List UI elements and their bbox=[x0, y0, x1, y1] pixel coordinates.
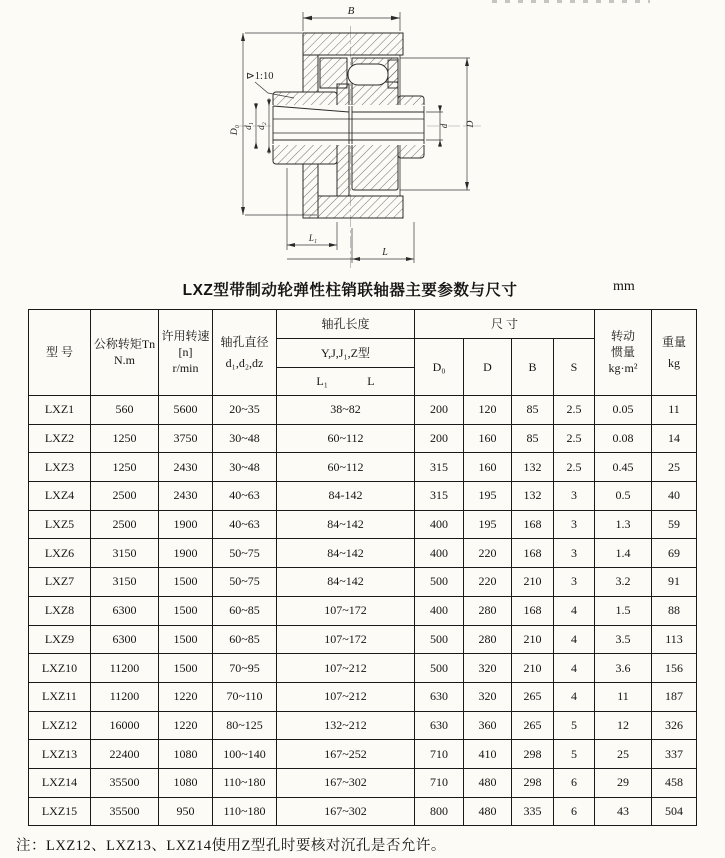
spec-cell: 1500 bbox=[159, 568, 213, 597]
spec-cell: 3.5 bbox=[595, 625, 652, 654]
spec-cell: 320 bbox=[464, 654, 512, 683]
speed-line1: 许用转速 bbox=[161, 329, 210, 343]
dim-label-L1: L₁ bbox=[308, 233, 318, 243]
taper-label: ⊳1:10 bbox=[246, 71, 274, 82]
spec-cell: 400 bbox=[415, 596, 464, 625]
col-header-B: B bbox=[512, 339, 554, 396]
spec-cell: 1900 bbox=[159, 510, 213, 539]
spec-cell: 168 bbox=[512, 539, 554, 568]
spec-cell: 210 bbox=[512, 654, 554, 683]
spec-cell: 88 bbox=[652, 596, 697, 625]
pin-collar bbox=[388, 60, 398, 88]
spec-row bbox=[29, 568, 697, 597]
spec-cell: 195 bbox=[464, 482, 512, 511]
spec-row bbox=[29, 768, 697, 797]
page-title: LXZ型带制动轮弹性柱销联轴器主要参数与尺寸 bbox=[182, 282, 518, 299]
spec-cell: LXZ9 bbox=[29, 625, 91, 654]
dim-label-D0: D₀ bbox=[230, 124, 240, 136]
spec-cell: 315 bbox=[415, 482, 464, 511]
spec-cell: 132 bbox=[512, 482, 554, 511]
spec-cell: 40~63 bbox=[213, 510, 277, 539]
spec-cell: 107~172 bbox=[277, 625, 415, 654]
spec-cell: 220 bbox=[464, 568, 512, 597]
spec-cell: 6300 bbox=[91, 625, 159, 654]
spec-cell: 0.05 bbox=[595, 396, 652, 425]
spec-cell: LXZ13 bbox=[29, 740, 91, 769]
spec-cell: 1250 bbox=[91, 453, 159, 482]
bore-dia-line2: d₁,d₂,dz bbox=[225, 355, 264, 370]
spec-cell: 630 bbox=[415, 711, 464, 740]
spec-cell: 3 bbox=[554, 482, 595, 511]
spec-cell: 3150 bbox=[91, 568, 159, 597]
spec-cell: 38~82 bbox=[277, 396, 415, 425]
spec-cell: 14 bbox=[652, 424, 697, 453]
spec-cell: 12 bbox=[595, 711, 652, 740]
spec-cell: 3 bbox=[554, 539, 595, 568]
spec-cell: 160 bbox=[464, 453, 512, 482]
spec-cell: 60~112 bbox=[277, 453, 415, 482]
col-header-model: 型 号 bbox=[29, 310, 91, 396]
spec-cell: 91 bbox=[652, 568, 697, 597]
spec-cell: 504 bbox=[652, 797, 697, 826]
spec-cell: 168 bbox=[512, 510, 554, 539]
col-header-D: D bbox=[464, 339, 512, 396]
spec-cell: 113 bbox=[652, 625, 697, 654]
spec-cell: 30~48 bbox=[213, 424, 277, 453]
spec-cell: 2.5 bbox=[554, 453, 595, 482]
spec-cell: 40~63 bbox=[213, 482, 277, 511]
col-header-bore-length: 轴孔长度 bbox=[277, 310, 415, 339]
spec-cell: LXZ15 bbox=[29, 797, 91, 826]
spec-row bbox=[29, 654, 697, 683]
spec-cell: 1500 bbox=[159, 596, 213, 625]
spec-cell: 500 bbox=[415, 568, 464, 597]
coupling-section-drawing bbox=[0, 0, 725, 272]
spec-cell: 6300 bbox=[91, 596, 159, 625]
col-header-bore-length-types: Y,J,J₁,Z型 bbox=[277, 339, 415, 368]
col-header-S: S bbox=[554, 339, 595, 396]
spec-cell: LXZ14 bbox=[29, 768, 91, 797]
spec-cell: 0.08 bbox=[595, 424, 652, 453]
spec-cell: 400 bbox=[415, 539, 464, 568]
spec-cell: 85 bbox=[512, 396, 554, 425]
spec-cell: 3.6 bbox=[595, 654, 652, 683]
spec-cell: 458 bbox=[652, 768, 697, 797]
col-header-bore-diameter bbox=[213, 310, 277, 396]
spec-table-head bbox=[29, 310, 697, 396]
spec-cell: 480 bbox=[464, 768, 512, 797]
spec-cell: 1500 bbox=[159, 654, 213, 683]
coupling-spec-table bbox=[28, 309, 697, 826]
spec-cell: 4 bbox=[554, 654, 595, 683]
spec-cell: 110~180 bbox=[213, 797, 277, 826]
spec-cell: 84-142 bbox=[277, 482, 415, 511]
spec-cell: 25 bbox=[595, 740, 652, 769]
spec-cell: 187 bbox=[652, 682, 697, 711]
spec-cell: 298 bbox=[512, 740, 554, 769]
spec-table-body bbox=[29, 396, 697, 826]
spec-cell: 1.4 bbox=[595, 539, 652, 568]
spec-cell: 200 bbox=[415, 424, 464, 453]
spec-cell: 560 bbox=[91, 396, 159, 425]
elastic-pin bbox=[348, 64, 388, 85]
spec-cell: 6 bbox=[554, 797, 595, 826]
spec-cell: 100~140 bbox=[213, 740, 277, 769]
spec-cell: 5 bbox=[554, 740, 595, 769]
spec-cell: 1080 bbox=[159, 768, 213, 797]
spec-cell: LXZ1 bbox=[29, 396, 91, 425]
spec-row bbox=[29, 453, 697, 482]
spec-cell: 200 bbox=[415, 396, 464, 425]
dim-label-L: L bbox=[382, 247, 388, 258]
spec-cell: 220 bbox=[464, 539, 512, 568]
col-header-torque bbox=[91, 310, 159, 396]
spec-cell: 950 bbox=[159, 797, 213, 826]
inertia-line3: kg·m² bbox=[608, 361, 638, 375]
spec-cell: 710 bbox=[415, 740, 464, 769]
spec-cell: 0.45 bbox=[595, 453, 652, 482]
spec-cell: 1.5 bbox=[595, 596, 652, 625]
spec-cell: 29 bbox=[595, 768, 652, 797]
spec-cell: LXZ3 bbox=[29, 453, 91, 482]
weight-line2: kg bbox=[668, 355, 681, 370]
spec-cell: LXZ4 bbox=[29, 482, 91, 511]
spec-cell: 168 bbox=[512, 596, 554, 625]
spec-cell: 2430 bbox=[159, 453, 213, 482]
bore-dia-line1: 轴孔直径 bbox=[220, 334, 269, 349]
spec-cell: 5600 bbox=[159, 396, 213, 425]
spec-cell: 59 bbox=[652, 510, 697, 539]
footnote: 注：LXZ12、LXZ13、LXZ14使用Z型孔时要核对沉孔是否允许。 bbox=[16, 838, 446, 854]
weight-line1: 重量 bbox=[662, 334, 687, 349]
spec-cell: 500 bbox=[415, 625, 464, 654]
spec-cell: 2.5 bbox=[554, 396, 595, 425]
spec-cell: LXZ10 bbox=[29, 654, 91, 683]
spec-cell: 167~252 bbox=[277, 740, 415, 769]
spec-cell: 60~85 bbox=[213, 596, 277, 625]
spec-cell: 3150 bbox=[91, 539, 159, 568]
spec-row bbox=[29, 539, 697, 568]
spec-cell: 335 bbox=[512, 797, 554, 826]
spec-cell: 107~212 bbox=[277, 682, 415, 711]
spec-cell: 195 bbox=[464, 510, 512, 539]
col-header-weight bbox=[652, 310, 697, 396]
spec-cell: 298 bbox=[512, 768, 554, 797]
spec-cell: LXZ2 bbox=[29, 424, 91, 453]
spec-cell: 3750 bbox=[159, 424, 213, 453]
spec-cell: 1220 bbox=[159, 711, 213, 740]
spec-row bbox=[29, 740, 697, 769]
spec-cell: 20~35 bbox=[213, 396, 277, 425]
spec-cell: 480 bbox=[464, 797, 512, 826]
spec-cell: 3 bbox=[554, 510, 595, 539]
spec-cell: 2500 bbox=[91, 510, 159, 539]
spec-cell: 60~85 bbox=[213, 625, 277, 654]
dim-label-D: D bbox=[466, 120, 476, 128]
spec-cell: 43 bbox=[595, 797, 652, 826]
col-header-speed bbox=[159, 310, 213, 396]
spec-cell: 22400 bbox=[91, 740, 159, 769]
spec-row bbox=[29, 625, 697, 654]
spec-cell: 280 bbox=[464, 625, 512, 654]
spec-cell: 160 bbox=[464, 424, 512, 453]
spec-cell: 50~75 bbox=[213, 568, 277, 597]
spec-row bbox=[29, 510, 697, 539]
dim-label-B: B bbox=[347, 5, 355, 17]
spec-cell: 11200 bbox=[91, 654, 159, 683]
shaft-bore bbox=[272, 105, 425, 145]
dim-label-d: d bbox=[439, 123, 449, 129]
spec-cell: 326 bbox=[652, 711, 697, 740]
speed-line2: [n] bbox=[178, 345, 193, 359]
spec-cell: LXZ11 bbox=[29, 682, 91, 711]
spec-cell: LXZ12 bbox=[29, 711, 91, 740]
spec-cell: 1900 bbox=[159, 539, 213, 568]
unit-label: mm bbox=[613, 279, 635, 294]
spec-cell: 120 bbox=[464, 396, 512, 425]
spec-cell: 156 bbox=[652, 654, 697, 683]
spec-cell: 107~212 bbox=[277, 654, 415, 683]
spec-cell: 0.5 bbox=[595, 482, 652, 511]
spec-cell: 210 bbox=[512, 568, 554, 597]
spec-cell: 500 bbox=[415, 654, 464, 683]
spec-cell: 2430 bbox=[159, 482, 213, 511]
spec-cell: 3 bbox=[554, 568, 595, 597]
L1-sub-header: L₁ bbox=[316, 374, 328, 388]
spec-cell: 1080 bbox=[159, 740, 213, 769]
spec-cell: 11 bbox=[652, 396, 697, 425]
spec-cell: 84~142 bbox=[277, 510, 415, 539]
coupling-drawing-svg bbox=[0, 0, 725, 272]
spec-cell: 4 bbox=[554, 596, 595, 625]
torque-line1: 公称转矩Tn bbox=[93, 337, 156, 351]
spec-cell: 60~112 bbox=[277, 424, 415, 453]
spec-cell: 4 bbox=[554, 625, 595, 654]
spec-row bbox=[29, 396, 697, 425]
spec-row bbox=[29, 596, 697, 625]
spec-cell: LXZ7 bbox=[29, 568, 91, 597]
spec-cell: 167~302 bbox=[277, 768, 415, 797]
spec-cell: 70~95 bbox=[213, 654, 277, 683]
spec-cell: 5 bbox=[554, 711, 595, 740]
spec-cell: 265 bbox=[512, 682, 554, 711]
spec-cell: 337 bbox=[652, 740, 697, 769]
spec-cell: 11200 bbox=[91, 682, 159, 711]
inertia-line2: 惯量 bbox=[611, 345, 636, 359]
spec-cell: 710 bbox=[415, 768, 464, 797]
spec-cell: 167~302 bbox=[277, 797, 415, 826]
spec-cell: 11 bbox=[595, 682, 652, 711]
col-header-inertia bbox=[595, 310, 652, 396]
spec-cell: 132~212 bbox=[277, 711, 415, 740]
spec-cell: 30~48 bbox=[213, 453, 277, 482]
spec-cell: 630 bbox=[415, 682, 464, 711]
spec-cell: 16000 bbox=[91, 711, 159, 740]
col-header-D0: D₀ bbox=[415, 339, 464, 396]
spec-cell: 360 bbox=[464, 711, 512, 740]
spec-cell: LXZ8 bbox=[29, 596, 91, 625]
speed-line3: r/min bbox=[172, 361, 199, 375]
spec-cell: 35500 bbox=[91, 768, 159, 797]
spec-cell: LXZ5 bbox=[29, 510, 91, 539]
spec-row bbox=[29, 424, 697, 453]
spec-cell: 2500 bbox=[91, 482, 159, 511]
inertia-line1: 转动 bbox=[611, 329, 636, 343]
spec-row bbox=[29, 482, 697, 511]
spec-row bbox=[29, 682, 697, 711]
torque-line2: N.m bbox=[114, 353, 135, 367]
spec-cell: 80~125 bbox=[213, 711, 277, 740]
spec-cell: 2.5 bbox=[554, 424, 595, 453]
spec-cell: 1250 bbox=[91, 424, 159, 453]
spec-cell: 400 bbox=[415, 510, 464, 539]
spec-cell: 1220 bbox=[159, 682, 213, 711]
spec-cell: 132 bbox=[512, 453, 554, 482]
spec-row bbox=[29, 797, 697, 826]
col-header-dimensions: 尺 寸 bbox=[415, 310, 595, 339]
spec-cell: 110~180 bbox=[213, 768, 277, 797]
dim-label-d2: d₂ bbox=[256, 122, 266, 130]
spec-cell: 3.2 bbox=[595, 568, 652, 597]
spec-cell: 320 bbox=[464, 682, 512, 711]
spec-cell: 40 bbox=[652, 482, 697, 511]
spec-cell: 210 bbox=[512, 625, 554, 654]
spec-cell: 800 bbox=[415, 797, 464, 826]
col-header-L1-L bbox=[277, 368, 415, 396]
dim-label-d1: d₁ bbox=[243, 122, 253, 130]
spec-cell: 84~142 bbox=[277, 539, 415, 568]
L-sub-header: L bbox=[367, 374, 375, 388]
spec-cell: 315 bbox=[415, 453, 464, 482]
spec-row bbox=[29, 711, 697, 740]
spec-cell: 50~75 bbox=[213, 539, 277, 568]
spec-cell: LXZ6 bbox=[29, 539, 91, 568]
spec-cell: 107~172 bbox=[277, 596, 415, 625]
spec-cell: 69 bbox=[652, 539, 697, 568]
spec-cell: 85 bbox=[512, 424, 554, 453]
spec-cell: 6 bbox=[554, 768, 595, 797]
spec-cell: 70~110 bbox=[213, 682, 277, 711]
spec-cell: 84~142 bbox=[277, 568, 415, 597]
spec-cell: 4 bbox=[554, 682, 595, 711]
spec-cell: 410 bbox=[464, 740, 512, 769]
spec-cell: 280 bbox=[464, 596, 512, 625]
table-title-row bbox=[0, 278, 725, 300]
spec-cell: 1500 bbox=[159, 625, 213, 654]
spec-cell: 265 bbox=[512, 711, 554, 740]
spec-cell: 1.3 bbox=[595, 510, 652, 539]
spec-cell: 35500 bbox=[91, 797, 159, 826]
spec-cell: 25 bbox=[652, 453, 697, 482]
